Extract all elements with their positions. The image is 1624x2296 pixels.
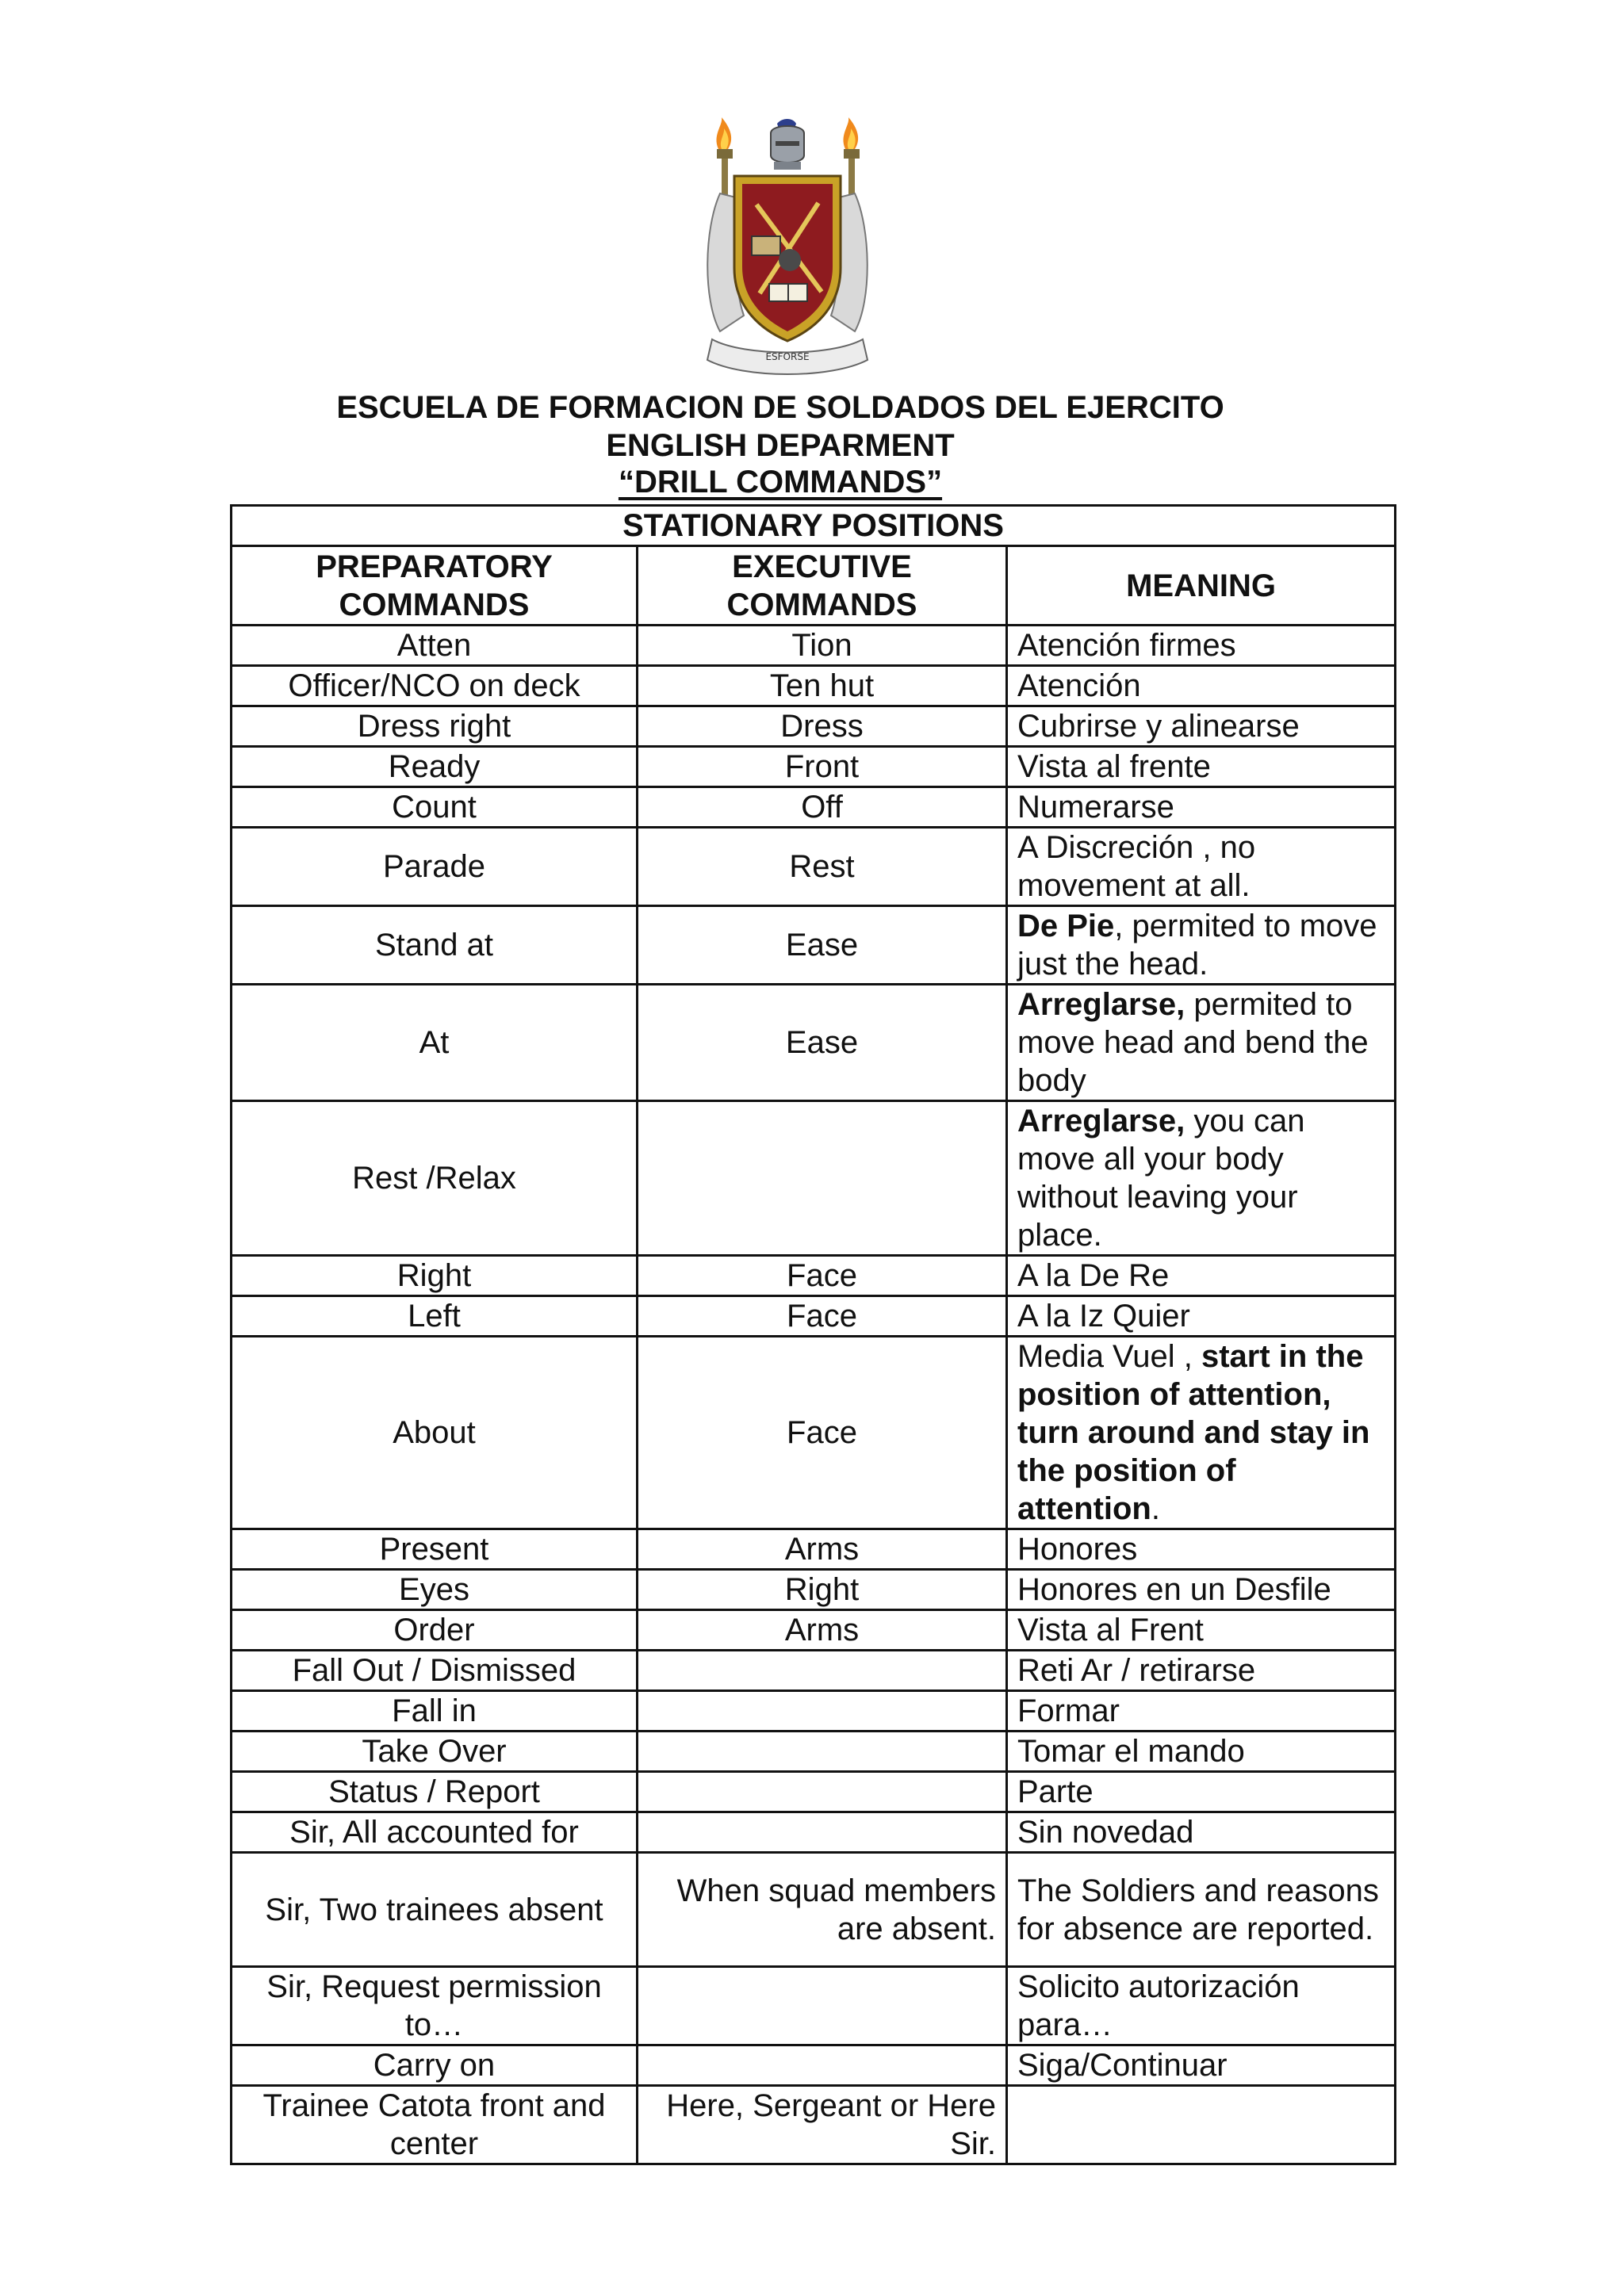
meaning-rest: you can move all your body without leaving your place.: [1017, 1104, 1305, 1253]
meaning-end: .: [1151, 1491, 1160, 1526]
meaning-bold: Arreglarse,: [1017, 987, 1185, 1022]
header-preparatory-line2: COMMANDS: [339, 587, 530, 622]
prep-command: Parade: [232, 828, 638, 906]
table-row: [232, 1812, 1396, 1853]
prep-command: Officer/NCO on deck: [232, 666, 638, 706]
prep-command: Present: [232, 1529, 638, 1570]
exec-command: Front: [638, 747, 1007, 787]
table-row: [232, 2086, 1396, 2164]
prep-command: At: [232, 985, 638, 1101]
meaning: [1007, 906, 1396, 985]
prep-command: Sir, All accounted for: [232, 1812, 638, 1853]
table-row: [232, 1691, 1396, 1732]
table-row: [232, 706, 1396, 747]
meaning: Sin novedad: [1007, 1812, 1396, 1853]
prep-command: Eyes: [232, 1570, 638, 1610]
meaning: Reti Ar / retirarse: [1007, 1651, 1396, 1691]
meaning: Numerarse: [1007, 787, 1396, 828]
exec-command: [638, 1812, 1007, 1853]
exec-command: Face: [638, 1337, 1007, 1529]
prep-command: Rest /Relax: [232, 1101, 638, 1256]
drill-commands-table: [230, 504, 1396, 2165]
table-row: [232, 906, 1396, 985]
table-row: [232, 1772, 1396, 1812]
table-row: [232, 787, 1396, 828]
prep-command: Status / Report: [232, 1772, 638, 1812]
helmet-icon: [771, 119, 804, 170]
meaning: Formar: [1007, 1691, 1396, 1732]
exec-command: Rest: [638, 828, 1007, 906]
header-executive: [638, 546, 1007, 626]
header-executive-line2: COMMANDS: [726, 587, 917, 622]
meaning-rest: Media Vuel ,: [1017, 1339, 1201, 1374]
prep-command: Order: [232, 1610, 638, 1651]
exec-command: Arms: [638, 1610, 1007, 1651]
exec-command: [638, 1101, 1007, 1256]
header-preparatory: [232, 546, 638, 626]
meaning: Siga/Continuar: [1007, 2045, 1396, 2086]
table-row: [232, 1101, 1396, 1256]
exec-command: Here, Sergeant or Here Sir.: [638, 2086, 1007, 2164]
meaning: Atención firmes: [1007, 626, 1396, 666]
meaning-rest: , permited to move just the head.: [1017, 909, 1377, 982]
crest-motto: ESFORSE: [765, 351, 810, 362]
meaning: A la De Re: [1007, 1256, 1396, 1296]
meaning: [1007, 1101, 1396, 1256]
table-row: [232, 1337, 1396, 1529]
document-title-text: “DRILL COMMANDS”: [618, 465, 943, 499]
meaning: [1007, 985, 1396, 1101]
table-row: [232, 666, 1396, 706]
prep-command: Fall in: [232, 1691, 638, 1732]
table-row: [232, 1570, 1396, 1610]
table-row: [232, 1967, 1396, 2045]
exec-command: [638, 1732, 1007, 1772]
table-row: [232, 1610, 1396, 1651]
prep-command: Fall Out / Dismissed: [232, 1651, 638, 1691]
meaning: Tomar el mando: [1007, 1732, 1396, 1772]
header-meaning: MEANING: [1007, 546, 1396, 626]
school-title: ESCUELA DE FORMACION DE SOLDADOS DEL EJERCITO: [336, 390, 1224, 425]
meaning: [1007, 2086, 1396, 2164]
exec-command: Tion: [638, 626, 1007, 666]
school-crest-logo: [688, 117, 887, 387]
meaning: Vista al frente: [1007, 747, 1396, 787]
document-title: [0, 463, 1592, 501]
table-row: [232, 1732, 1396, 1772]
prep-command: Atten: [232, 626, 638, 666]
meaning: [1007, 1337, 1396, 1529]
exec-command: [638, 1651, 1007, 1691]
exec-command: [638, 1691, 1007, 1732]
exec-command: Face: [638, 1296, 1007, 1337]
exec-command: When squad members are absent.: [638, 1853, 1007, 1967]
meaning: Honores en un Desfile: [1007, 1570, 1396, 1610]
exec-command: Arms: [638, 1529, 1007, 1570]
exec-command: Right: [638, 1570, 1007, 1610]
section-title-row: [232, 506, 1396, 546]
meaning: The Soldiers and reasons for absence are reported.: [1007, 1853, 1396, 1967]
meaning-bold: Arreglarse,: [1017, 1104, 1185, 1138]
header-executive-line1: EXECUTIVE: [732, 549, 912, 584]
prep-command: Sir, Two trainees absent: [232, 1853, 638, 1967]
exec-command: Ease: [638, 985, 1007, 1101]
table-row: [232, 2045, 1396, 2086]
exec-command: [638, 2045, 1007, 2086]
meaning: Cubrirse y alinearse: [1007, 706, 1396, 747]
table-row: [232, 1256, 1396, 1296]
prep-command: Right: [232, 1256, 638, 1296]
meaning: Solicito autorización para…: [1007, 1967, 1396, 2045]
exec-command: Face: [638, 1256, 1007, 1296]
department-title: ENGLISH DEPARMENT: [606, 428, 955, 463]
meaning-bold: De Pie: [1017, 909, 1115, 943]
table-row: [232, 626, 1396, 666]
header-preparatory-line1: PREPARATORY: [316, 549, 553, 584]
exec-command: Dress: [638, 706, 1007, 747]
meaning: Honores: [1007, 1529, 1396, 1570]
prep-command: Sir, Request permission to…: [232, 1967, 638, 2045]
prep-command: Trainee Catota front and center: [232, 2086, 638, 2164]
exec-command: Ease: [638, 906, 1007, 985]
exec-command: [638, 1772, 1007, 1812]
meaning-bold: start in the position of attention, turn around and stay in the position of attention: [1017, 1339, 1370, 1526]
prep-command: Take Over: [232, 1732, 638, 1772]
table-row: [232, 747, 1396, 787]
table-row: [232, 828, 1396, 906]
table-row: [232, 1529, 1396, 1570]
prep-command: Count: [232, 787, 638, 828]
exec-command: Ten hut: [638, 666, 1007, 706]
meaning: Parte: [1007, 1772, 1396, 1812]
header-row: [232, 546, 1396, 626]
meaning: Atención: [1007, 666, 1396, 706]
meaning-rest: permited to move head and bend the body: [1017, 987, 1369, 1098]
prep-command: Dress right: [232, 706, 638, 747]
prep-command: About: [232, 1337, 638, 1529]
prep-command: Carry on: [232, 2045, 638, 2086]
meaning: A la Iz Quier: [1007, 1296, 1396, 1337]
exec-command: Off: [638, 787, 1007, 828]
table-row: [232, 1853, 1396, 1967]
table-row: [232, 1296, 1396, 1337]
prep-command: Stand at: [232, 906, 638, 985]
table-row: [232, 1651, 1396, 1691]
section-title: STATIONARY POSITIONS: [232, 506, 1396, 546]
meaning: Vista al Frent: [1007, 1610, 1396, 1651]
prep-command: Left: [232, 1296, 638, 1337]
exec-command: [638, 1967, 1007, 2045]
table-row: [232, 985, 1396, 1101]
meaning: A Discreción , no movement at all.: [1007, 828, 1396, 906]
prep-command: Ready: [232, 747, 638, 787]
